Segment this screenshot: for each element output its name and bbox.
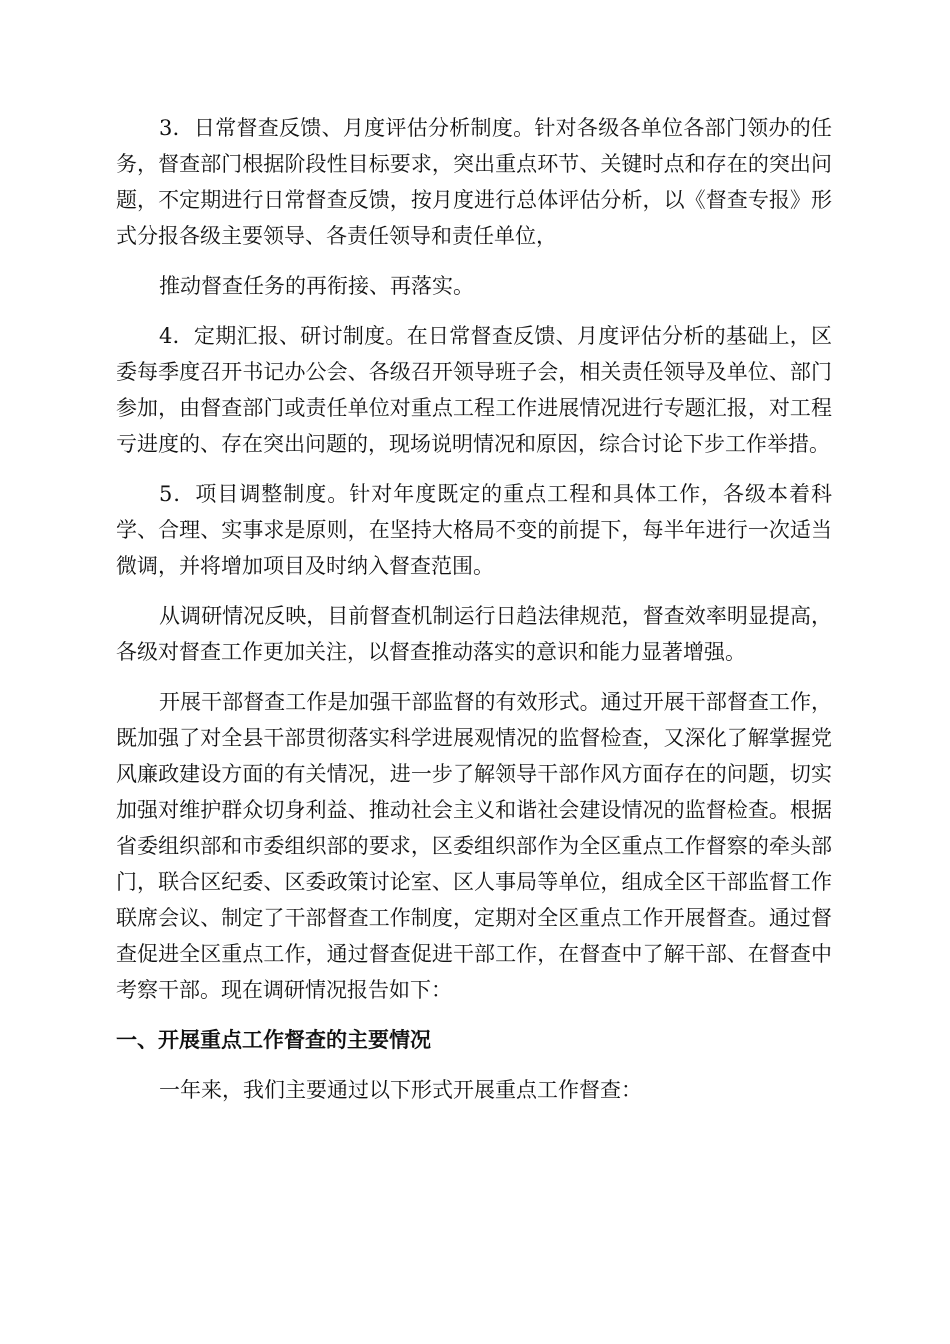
paragraph-regular-report: 4．定期汇报、研讨制度。在日常督查反馈、月度评估分析的基础上，区委每季度召开书记办公会、各级召开领导班子会，相关责任领导及单位、部门参加，由督查部门或责任单位对重点工程工作进展情况进行专题汇报，对工程亏进度的、存在突出问题的，现场说明情况和原因，综合讨论下步工作举措。 xyxy=(116,324,832,456)
paragraph-project-adjustment: 5．项目调整制度。针对年度既定的重点工程和具体工作，各级本着科学、合理、实事求是原则，在坚持大格局不变的前提下，每半年进行一次适当微调，并将增加项目及时纳入督查范围。 xyxy=(116,482,832,578)
paragraph-research-findings: 从调研情况反映，目前督查机制运行日趋法律规范，督查效率明显提高，各级对督查工作更加关注，以督查推动落实的意识和能力显著增强。 xyxy=(116,604,832,664)
section-heading-main-situation: 一、开展重点工作督查的主要情况 xyxy=(116,1028,431,1052)
paragraph-promote-tasks: 推动督查任务的再衔接、再落实。 xyxy=(159,274,474,298)
document-body xyxy=(116,110,832,1108)
paragraph-daily-supervision: 3．日常督查反馈、月度评估分析制度。针对各级各单位各部门领办的任务，督查部门根据阶段性目标要求，突出重点环节、关键时点和存在的突出问题，不定期进行日常督查反馈，按月度进行总体评估分析，以《督查专报》形式分报各级主要领导、各责任领导和责任单位， xyxy=(116,116,832,248)
paragraph-cadre-supervision: 开展干部督查工作是加强干部监督的有效形式。通过开展干部督查工作，既加强了对全县干部贯彻落实科学进展观情况的监督检查，又深化了解掌握党风廉政建设方面的有关情况，进一步了解领导干部作风方面存在的问题，切实加强对维护群众切身利益、推动社会主义和谐社会建设情况的监督检查。根据省委组织部和市委组织部的要求，区委组织部作为全区重点工作督察的牵头部门，联合区纪委、区委政策讨论室、区人事局等单位，组成全区干部监督工作联席会议、制定了干部督查工作制度，定期对全区重点工作开展督查。通过督查促进全区重点工作，通过督查促进干部工作，在督查中了解干部、在督查中考察干部。现在调研情况报告如下： xyxy=(116,690,832,1002)
paragraph-supervision-forms: 一年来，我们主要通过以下形式开展重点工作督查： xyxy=(159,1078,642,1102)
